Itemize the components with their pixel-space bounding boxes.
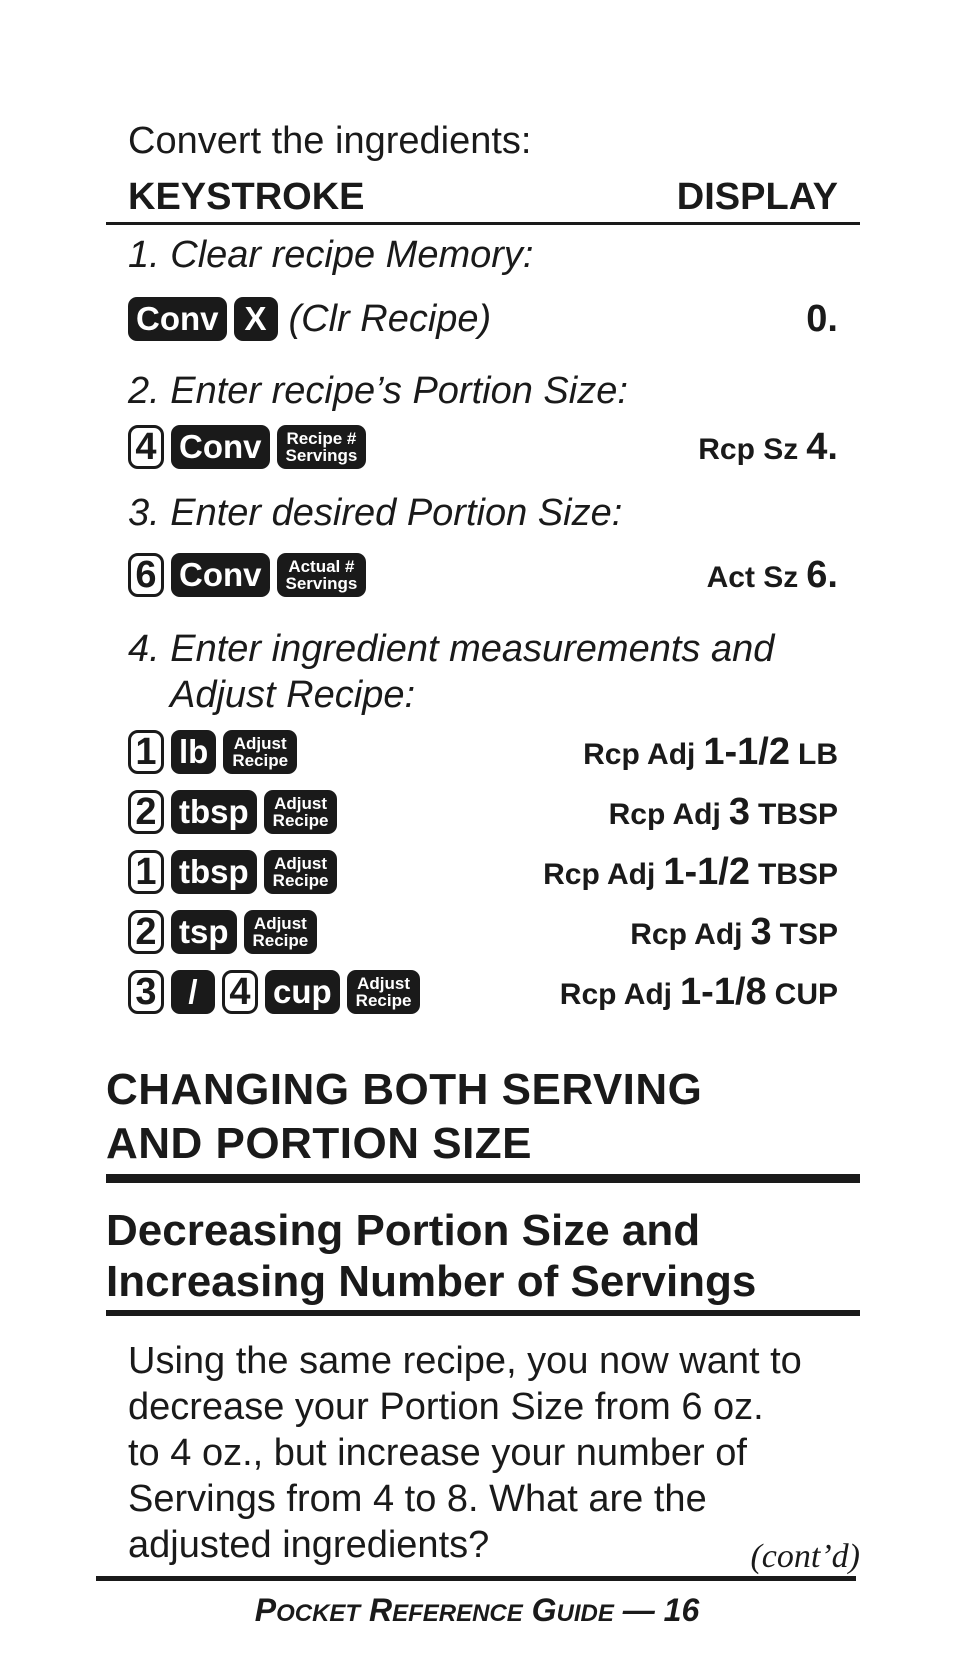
- display-header: DISPLAY: [676, 176, 838, 218]
- key-line-2: Recipe: [232, 751, 289, 770]
- conv-key: Conv: [171, 553, 270, 597]
- display-value: 3: [750, 910, 772, 953]
- sub-heading: [106, 1205, 756, 1307]
- display-unit: TBSP: [757, 857, 838, 891]
- display-value: 1-1/2: [703, 730, 790, 773]
- display-label: Rcp Adj: [559, 977, 673, 1011]
- step-4-row: [128, 787, 838, 837]
- conv-key: Conv: [171, 425, 270, 469]
- step-4-display: [630, 911, 838, 954]
- step-4-label-line-2: Adjust Recipe:: [170, 674, 416, 716]
- key-line-1: Adjust: [233, 734, 287, 753]
- intro-text: Convert the ingredients:: [128, 120, 532, 162]
- step-4-display: [543, 851, 838, 894]
- adjust-recipe-key: [223, 730, 297, 774]
- display-label: Rcp Adj: [583, 737, 696, 771]
- step-2-display: [698, 426, 838, 469]
- step-2-row: [128, 422, 838, 472]
- display-value: 1-1/2: [663, 850, 750, 893]
- footer-small-caps-uide: UIDE: [556, 1600, 614, 1627]
- key-line-1: Adjust: [274, 794, 327, 813]
- number-key: 2: [128, 790, 164, 834]
- display-label: Rcp Adj: [630, 917, 743, 951]
- body-line-4: Servings from 4 to 8. What are the: [128, 1478, 707, 1520]
- step-2-label: 2. Enter recipe’s Portion Size:: [128, 370, 628, 412]
- key-line-2: Recipe: [252, 931, 309, 950]
- cup-key: cup: [265, 970, 340, 1014]
- key-line-1: Adjust: [253, 914, 307, 933]
- step-4-keys: [128, 970, 420, 1014]
- key-line-2: Servings: [285, 574, 358, 593]
- number-key-4: 4: [128, 425, 164, 469]
- step-4-keys: [128, 850, 337, 894]
- step-1-keys: [128, 297, 491, 341]
- section-heading: [106, 1063, 702, 1171]
- step-4-row: [128, 907, 838, 957]
- display-value: 6.: [806, 553, 838, 596]
- key-line-2: Recipe: [355, 991, 412, 1010]
- footer-initial-g: G: [531, 1592, 557, 1628]
- display-value: 0.: [806, 297, 838, 340]
- section-heading-line-2: AND PORTION SIZE: [106, 1119, 533, 1168]
- step-4-display: [560, 971, 838, 1014]
- page-footer: [0, 1592, 954, 1629]
- step-2-keys: [128, 425, 366, 469]
- header-rule: [106, 222, 860, 225]
- step-4-label-line-1: 4. Enter ingredient measurements and: [128, 628, 775, 670]
- number-key-6: 6: [128, 553, 164, 597]
- display-unit: CUP: [774, 977, 838, 1011]
- step-3-keys: [128, 553, 366, 597]
- fraction-slash-key: /: [171, 970, 215, 1014]
- display-label: Rcp Adj: [543, 857, 656, 891]
- display-unit: TBSP: [757, 797, 838, 831]
- step-1-label: 1. Clear recipe Memory:: [128, 234, 534, 276]
- key-line-2: Servings: [285, 446, 358, 465]
- tsp-key: tsp: [171, 910, 237, 954]
- footer-rule: [96, 1576, 856, 1581]
- step-3-label: 3. Enter desired Portion Size:: [128, 492, 623, 534]
- step-4-row: [128, 847, 838, 897]
- display-value: 3: [728, 790, 750, 833]
- adjust-recipe-key: [264, 790, 338, 834]
- continued-note: (cont’d): [750, 1538, 860, 1575]
- display-unit: TSP: [779, 917, 838, 951]
- actual-servings-key: [277, 553, 367, 597]
- display-value: 1-1/8: [680, 970, 767, 1013]
- step-4-keys: [128, 730, 297, 774]
- adjust-recipe-key: [264, 850, 338, 894]
- number-key: 1: [128, 730, 164, 774]
- step-4-keys: [128, 790, 337, 834]
- number-key: 2: [128, 910, 164, 954]
- step-3-row: [128, 550, 838, 600]
- keystroke-header: KEYSTROKE: [128, 176, 365, 218]
- step-4-display: [609, 791, 838, 834]
- x-key: X: [234, 297, 278, 341]
- display-label: Rcp Sz: [698, 432, 799, 466]
- footer-initial-p: P: [254, 1592, 277, 1628]
- step-4-display: [583, 731, 838, 774]
- display-label: Rcp Adj: [608, 797, 721, 831]
- tbsp-key: tbsp: [171, 850, 257, 894]
- footer-initial-r: R: [368, 1592, 393, 1628]
- footer-small-caps-eference: EFERENCE: [392, 1600, 523, 1627]
- footer-small-caps-ocket: OCKET: [276, 1600, 361, 1627]
- number-key: 1: [128, 850, 164, 894]
- lb-key: lb: [171, 730, 216, 774]
- body-paragraph: [128, 1338, 828, 1568]
- adjust-recipe-key: [244, 910, 318, 954]
- step-3-display: [707, 554, 838, 597]
- key-line-2: Recipe: [272, 811, 329, 830]
- tbsp-key: tbsp: [171, 790, 257, 834]
- key-line-1: Adjust: [274, 854, 327, 873]
- recipe-servings-key: [277, 425, 367, 469]
- step-4-row: [128, 727, 838, 777]
- conv-key: Conv: [128, 297, 227, 341]
- body-line-2: decrease your Portion Size from 6 oz.: [128, 1386, 764, 1428]
- sub-heading-line-1: Decreasing Portion Size and: [106, 1206, 701, 1255]
- key-line-1: Actual #: [288, 557, 355, 576]
- section-heading-line-1: CHANGING BOTH SERVING: [106, 1065, 703, 1114]
- step-1-row: [128, 294, 838, 344]
- sub-heading-rule: [106, 1310, 860, 1316]
- step-1-display: [806, 298, 838, 341]
- section-rule: [106, 1174, 860, 1183]
- step-4-row: [128, 967, 838, 1017]
- clr-recipe-note: (Clr Recipe): [288, 297, 492, 340]
- display-value: 4.: [806, 425, 838, 468]
- body-line-3: to 4 oz., but increase your number of: [128, 1432, 747, 1474]
- key-line-1: Adjust: [357, 974, 410, 993]
- number-key: 4: [222, 970, 258, 1014]
- adjust-recipe-key: [347, 970, 421, 1014]
- display-unit: LB: [798, 737, 838, 771]
- column-headers: [128, 174, 838, 220]
- body-line-5: adjusted ingredients?: [128, 1524, 490, 1566]
- sub-heading-line-2: Increasing Number of Servings: [106, 1257, 757, 1306]
- body-line-1: Using the same recipe, you now want to: [128, 1340, 802, 1382]
- footer-page-number: — 16: [622, 1592, 700, 1628]
- key-line-1: Recipe #: [286, 429, 357, 448]
- number-key: 3: [128, 970, 164, 1014]
- key-line-2: Recipe: [272, 871, 329, 890]
- step-4-keys: [128, 910, 317, 954]
- display-label: Act Sz: [706, 560, 799, 594]
